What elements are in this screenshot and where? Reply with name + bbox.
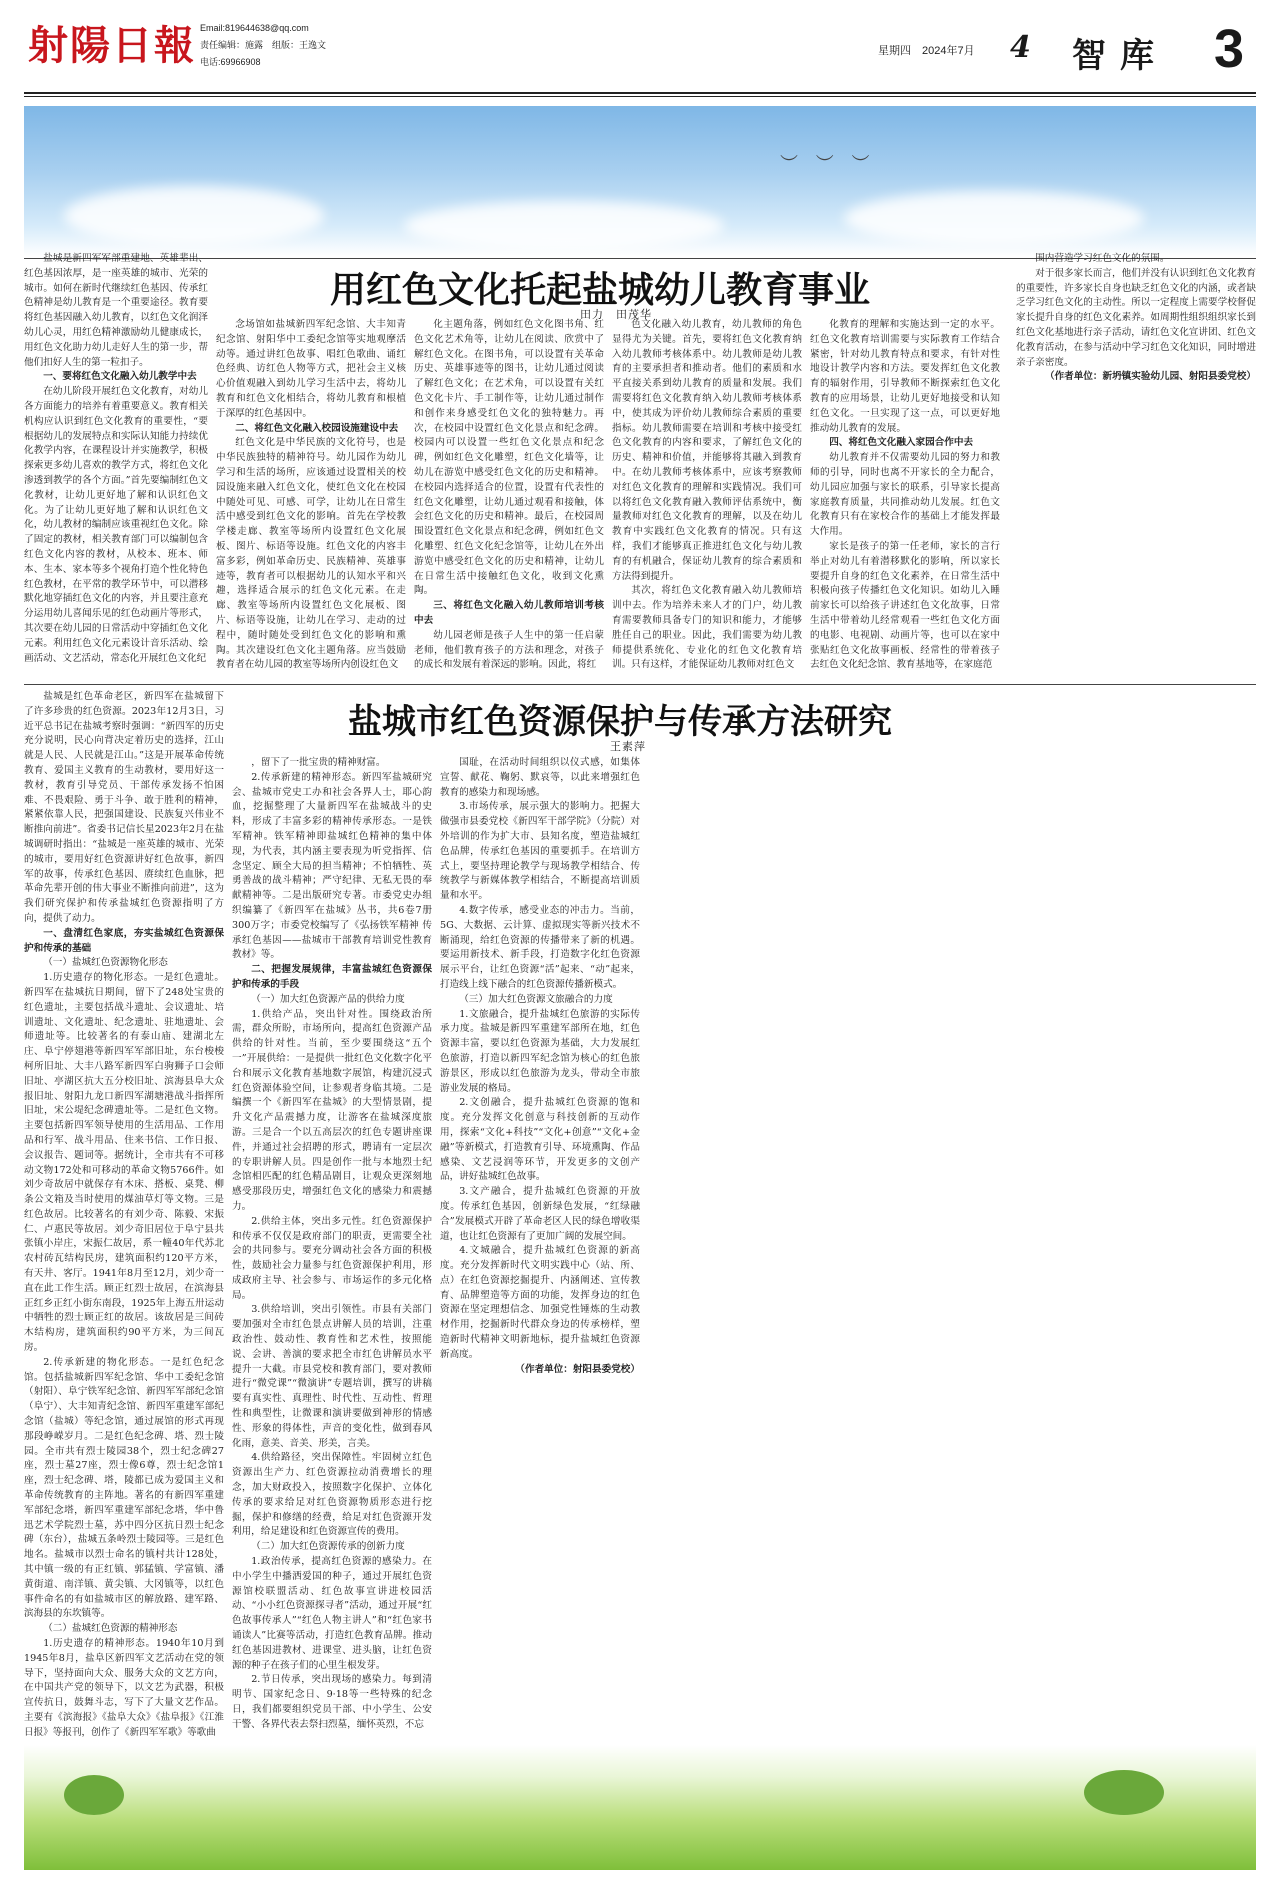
article1-byline: 田力 田茂华: [580, 309, 652, 321]
paragraph: （二）加大红色资源传承的创新力度: [251, 1541, 405, 1553]
article1-column: [810, 318, 1000, 680]
article1-column: [24, 252, 208, 680]
paragraph: 4.文城融合，提升盐城红色资源的新高度。充分发挥新时代文明实践中心（站、所、点）在红色资源挖掘提升、内涵阐述、宣传教育、品牌塑造等方面的功能，发挥身边的红色资源在坚定理想信念、加强党性锤炼的生动教材作用，挖掘新时代群众身边的传承榜样，塑造新时代精神文明新地标，提升盐城红色资源新高度。: [440, 1245, 640, 1360]
paragraph: 1.历史遗存的物化形态。一是红色遗址。新四军在盐城抗日期间，留下了248处宝贵的红色遗址，主要包括战斗遗址、会议遗址、培训遗址、文化遗址、纪念遗址、驻地遗址、会师遗址等。比较著名的有泰山庙、建湖北左庄、阜宁停翅港等新四军军部旧址，东台梭梭柯所旧址、大丰八路军新四军白驹狮子口会师旧址、亭湖区抗大五分校旧址、滨海县阜大众报旧址、射阳九龙口新四军湖塘港战斗指挥所旧址，宋公堤纪念碑遗址等。二是红色文物。主要包括新四军领导使用的生活用品、工作用品和行军、战斗用品、住来书信、工作日报、会议报告、题词等。据统计，全市共有不可移动文物172处和可移动的革命文物5766件。如刘少奇故居中就保存有木床、搭板、桌凳、柳条公文箱及当时使用的煤油草灯等文物。三是红色故居。比较著名的有刘少奇、陈毅、宋振仁、卢惠民等故居。刘少奇旧居位于阜宁县共张镇小岸庄，宋振仁故居，系一幢40年代苏北农村砖瓦结构民房，建筑面积约120平方米，有天井、客厅。1941年8月至12月，刘少奇一直在此工作生活。顾正红烈士故居，在滨海县正红乡正红小街东南段，1925年上海五卅运动中牺牲的烈士顾正红的故居。该故居是三间砖木结构房，建筑面积约90平方米，为三间瓦房。: [24, 972, 224, 1354]
article2-column: [24, 690, 224, 1742]
paragraph: 国耻，在活动时间组织以仪式感，如集体宣誓、献花、鞠躬、默哀等，以此来增强红色教育的感染力和现场感。: [440, 757, 640, 798]
paragraph: 3.市场传承，展示强大的影响力。把握大做强市县委党校《新四军干部学院》（分院）对外培训的作为扩大市、县知名度，塑造盐城红色品牌，传承红色基因的重要抓手。在培训方式上，要坚持理论教学与现场教学相结合、传统教学与新媒体教学相结合，不断提高培训质量和水平。: [440, 801, 640, 902]
paragraph: 盐城是新四军军部重建地、英雄辈出、红色基因浓厚，是一座英雄的城市、光荣的城市。如何在新时代继续红色基因、传承红色精神是幼儿教育是一个重要途径。教育要将红色基因融入幼儿教育，以红色文化润泽幼儿心灵，用红色精神激励幼儿健康成长，用红色文化助力幼儿走好人生的第一步，帮他们扣好人生的第一粒扣子。: [24, 253, 208, 368]
paragraph: 色文化融入幼儿教育，幼儿教师的角色显得尤为关键。首先，要将红色文化教育纳入幼儿教师考核体系中。幼儿教师是幼儿教育的主要承担者和推动者。他们的素质和水平直接关系到幼儿教育的质量和发展。我们需要将红色文化教育纳入幼儿教师考核体系中，使其成为评价幼儿教师综合素质的重要指标。幼儿教师需要在培训和考核中接受红色文化教育的内容和要求，了解红色文化的历史、精神和价值，并能够将其融入到教育中。在幼儿教师考核体系中，应该考察教师对红色文化教育的理解和实践情况。我们可以将红色文化教育融入教师评估系统中，衡量教师对红色文化教育的理解，以及在幼儿教育中实践红色文化教育的情况。只有这样，我们才能够真正推进红色文化与幼儿教育的有机融合，保证幼儿教育的综合素质和方法得到提升。: [612, 319, 802, 582]
article2-column: [648, 756, 848, 1742]
section-heading: 四、将红色文化融入家园合作中去: [829, 437, 974, 449]
article2-column: [1064, 690, 1256, 1742]
article2-column: [232, 756, 432, 1742]
paragraph: （三）加大红色资源文旅融合的力度: [459, 993, 613, 1005]
masthead: [0, 0, 1280, 96]
paragraph: 3.供给培训，突出引领性。市县有关部门要加强对全市红色景点讲解人员的培训，注重政治性、鼓动性、教育性和艺术性，按照能说、会讲、善演的要求把全市红色讲解员水平提升一大截。市县党校和教育部门，要对教师进行“微党课”“微演讲”专题培训，撰写的讲稿要有真实性、真理性、时代性、互动性、哲理性和典型性，让微课和演讲要做到神形的情感性、形象的得体性，声音的变化性，做到春风化雨，意美、音美、形美，言美。: [232, 1304, 432, 1449]
paragraph: 对于很多家长而言，他们并没有认识到红色文化教育的重要性，许多家长自身也缺乏红色文化的内涵，或者缺乏学习红色文化的主动性。所以一定程度上需要学校督促家长提升自身的红色文化素养。如周期性组织组织家长到红色文化基地进行亲子活动，请红色文化宣讲团、红色文化教育活动，在参与活动中学习红色文化知识，同时增进亲子亲密度。: [1016, 267, 1256, 368]
section-heading: 二、把握发展规律，丰富盐城红色资源保护和传承的手段: [232, 964, 432, 990]
page-number: 3: [1214, 19, 1245, 79]
paragraph: 4.供给路径，突出保障性。牢固树立红色资源出生产力、红色资源拉动消费增长的理念，加大财政投入，按照数字化保护、立体化传承的要求给足对红色资源物质形态进行挖掘，保护和修缮的经费，给足对红色资源开发利用，给足建设和红色资源宣传的费用。: [232, 1452, 432, 1538]
paragraph: 在幼儿阶段开展红色文化教育，对幼儿各方面能力的培养有着重要意义。教育相关机构应认识到红色文化教育的重要性，“要根据幼儿的发展特点和实际认知能力持续优化教学内容，在课程设计并实施教学，积极探索更多幼儿喜欢的教学方式，将红色文化渗透到教学的各个方面。”首先要编制红色文化教材，让幼儿更好地了解和认识红色文化。为了让幼儿更好地了解和认识红色文化，幼儿教材的编制应该重视红色文化。除了固定的教材，相关教育部门可以编制包含红色文化内容的教材，从校本、班本、师本、生本、家本等多个视角打造个性化特色红色教材，在平常的教学环节中，可以潜移默化地穿插红色文化的内容，并且要注意充分运用幼儿喜闻乐见的红色动画片等形式，其次要在幼儿园的日常活动中穿插红色文化元素。利用红色文化元素设计音乐活动、绘画活动、文艺活动，常态化开展红色文化纪: [24, 386, 208, 664]
paragraph: 1.历史遗存的精神形态。1940年10月到1945年8月，盐阜区新四军文艺活动在党的领导下，坚持面向大众、服务大众的文艺方向，在中国共产党的领导下，以文艺为武器，积极宣传抗日，鼓舞斗志，写下了大量文艺作品。主要有《滨海报》《盐阜大众》《盐阜报》《江淮日报》等报刊，创作了《新四军军歌》等歌曲: [24, 1638, 224, 1738]
article1-column: [216, 318, 406, 680]
section-heading: 一、盘清红色家底，夯实盐城红色资源保护和传承的基础: [24, 927, 224, 954]
sky-banner-image: [24, 106, 1256, 256]
article1-column: [612, 318, 802, 680]
article2-column: [440, 756, 640, 1742]
paragraph: （一）加大红色资源产品的供给力度: [251, 993, 405, 1005]
paragraph: 2.传承新建的精神形态。新四军盐城研究会、盐城市党史工办和社会各界人士，耶心韵血，挖掘整理了大量新四军在盐城战斗的史料，形成了丰富多彩的精神传承形态。一是铁军精神。铁军精神即盐城红色精神的集中体现，为代表，其内涵主要表现为听党指挥、信念坚定、顾全大局的担当精神；不怕牺牲、英勇善战的战斗精神；严守纪律、无私无畏的奉献精神等。二是出版研究专著。市委党史办组织编纂了《新四军在盐城》丛书，共6卷7册300万字；市委党校编写了《弘扬铁军精神 传承红色基因——盐城市干部教育培训党性教育教材》等。: [232, 771, 432, 961]
masthead-editors: 责任编辑：施露 组版：王逸文: [200, 40, 327, 50]
paragraph: 4.数字传承，感受业态的冲击力。当前，5G、大数据、云计算、虚拟现实等新兴技术不断涌现，给红色资源的传播带来了新的机遇。要运用新技术、新手段，打造数字化红色资源展示平台，让红色资源“活”起来、“动”起来，打造线上线下融合的红色资源传播新模式。: [440, 904, 640, 990]
masthead-day: 4: [1010, 30, 1031, 65]
paragraph: （二）盐城红色资源的精神形态: [43, 1623, 178, 1635]
article2-column: [856, 756, 1056, 1742]
section-heading: 二、将红色文化融入校园设施建设中去: [235, 422, 399, 434]
masthead-email: Email:819644638@qq.com: [200, 23, 309, 33]
masthead-rule-thin: [24, 96, 1256, 97]
paragraph: 念场馆如盐城新四军纪念馆、大丰知青纪念馆、射阳华中工委纪念馆等实地观摩活动等。通过讲红色故事、唱红色歌曲、诵红色经典、访红色人物等方式，把社会主义核心价值观融入到幼儿学习生活中去，将幼儿教育和红色文化相结合，将幼儿教育和根植于深厚的红色基因中。: [216, 319, 406, 419]
paragraph: 1.文旅融合，提升盐城红色旅游的实际传承力度。盐城是新四军重建军部所在地，红色资源丰富，要以红色资源为基础，大力发展红色旅游，打造以新四军纪念馆为核心的红色旅游景区，形成以红色旅游为龙头，带动全市旅游业发展的格局。: [440, 1008, 640, 1094]
paragraph: 其次，将红色文化教育融入幼儿教师培训中去。作为培养未来人才的门户，幼儿教育需要教师具备专门的知识和能力，才能够胜任自己的职业。因此，我们需要为幼儿教师提供系统化、专业化的红色文化教育培训。只有这样，才能保证幼儿教师对红色文: [612, 585, 802, 671]
masthead-date: 星期四 2024年7月: [878, 45, 975, 57]
birds-icon: ︶ ︶ ︶: [780, 154, 876, 175]
paragraph: 2.供给主体，突出多元性。红色资源保护和传承不仅仅是政府部门的职责，更需要全社会的共同参与。要充分调动社会各方面的积极性，鼓励社会力量参与红色资源保护利用，形成政府主导、社会参与、市场运作的多元化格局。: [232, 1215, 432, 1301]
paragraph: ，留下了一批宝贵的精神财富。: [251, 757, 386, 768]
paragraph: 1.供给产品，突出针对性。围绕政治所需，群众所盼，市场所向，提高红色资源产品供给的针对性。当前，至少要围绕这“五个一”开展供给：一是提供一批红色文化数字化平台和展示文化教育基地数字展馆，构建沉浸式红色资源体验空间，让参观者身临其境。二是编撰一个《新四军在盐城》的大型情景剧，提升文化产品震撼力度，让游客在盐城深度旅游。三是合一个以五高层次的红色专题讲座课件，并通过社会招聘的形式，聘请有一定层次的专职讲解人员。四是创作一批与本地烈士纪念馆相匹配的红色精品剧目，让观众更深刻地感受那段历史，增强红色文化的感染力和震撼力。: [232, 1008, 432, 1212]
masthead-info: [200, 20, 326, 71]
article2-headline: 盐城市红色资源保护与传承方法研究: [348, 702, 892, 742]
masthead-rule: [24, 92, 1256, 94]
paragraph: 围内营造学习红色文化的氛围。: [1035, 253, 1170, 264]
author-credit: （作者单位：射阳县委党校）: [515, 1363, 640, 1375]
grass-banner-image: [24, 1745, 1256, 1870]
paragraph: 幼儿园老师是孩子人生中的第一任启蒙老师，他们教育孩子的方法和理念，对孩子的成长和发展有着深远的影响。因此，将红: [414, 629, 604, 671]
paragraph: 2.节日传承，突出现场的感染力。每到清明节、国家纪念日、9·18等一些特殊的纪念日，我们都要组织党员干部、中小学生、公安干警、各界代表去祭扫烈墓，缅怀英烈，不忘: [232, 1674, 432, 1730]
article1-column: [1016, 252, 1256, 680]
paragraph: 化主题角落，例如红色文化图书角、红色文化艺术角等，让幼儿在阅读、欣赏中了解红色文化。在图书角，可以设置有关革命历史、英雄事迹等的图书，让幼儿通过阅读了解红色文化；在艺术角，可以设置有关红色文化卡片、手工制作等，让幼儿通过制作和创作来身感受红色文化的独特魅力。再次，在校园中设置红色文化景点和纪念碑。校园内可以设置一些红色文化景点和纪念碑，例如红色文化雕塑，红色文化墙等，让幼儿在游览中感受红色文化的历史和精神。在校园内选择适合的位置，设置有代表性的红色文化雕塑，让幼儿通过观看和接触，体会红色文化的历史和精神。最后，在校园周围设置红色文化景点和纪念碑，例如红色文化雕塑、红色文化纪念馆等，让幼儿在外出游览中感受红色文化的历史和精神，让幼儿在日常生活中接触红色文化，收到文化熏陶。: [414, 319, 604, 597]
author-credit: （作者单位：新坍镇实验幼儿园、射阳县委党校）: [1044, 371, 1256, 383]
paragraph: 2.传承新建的物化形态。一是红色纪念馆。包括盐城新四军纪念馆、华中工委纪念馆（射阳）、阜宁铁军纪念馆、新四军军部纪念馆（阜宁）、大丰知青纪念馆、新四军重建军部纪念馆（盐城）等纪念馆，通过展馆的形式再现那段峥嵘岁月。二是红色纪念碑、塔、烈士陵园。全市共有烈士陵园38个，烈士纪念碑27座，烈士墓27座，烈士像6尊，烈士纪念馆1座，烈士纪念碑、塔，陵都已成为爱国主义和革命传统教育的主阵地。著名的有新四军重建军部纪念塔，新四军重建军部纪念塔，华中鲁迅艺术学院烈士墓，苏中四分区抗日烈士纪念碑（东台），盐城五条岭烈士陵园等。三是红色地名。盐城市以烈士命名的镇村共计128处，其中镇一级的有正红镇、郭猛镇、学富镇、潘黄街道、南洋镇、黄尖镇、大冈镇等，以红色事件命名的有如盐城市区的解放路、建军路、滨海县的东坎镇等。: [24, 1356, 224, 1620]
masthead-phone: 电话:69966908: [200, 57, 261, 67]
paragraph: 化教育的理解和实施达到一定的水平。红色文化教育培训需要与实际教育工作结合紧密，针对幼儿教育特点和要求，有针对性地设计教学内容和方法。要发挥红色文化教育的辐射作用，引导教师不断探索红色文化教育的应用场景，让幼儿更好地接受和认知红色文化。一旦实现了这一点，可以更好地推动幼儿教育的发展。: [810, 319, 1000, 434]
article-separator: [24, 684, 1256, 685]
section-heading: 一、要将红色文化融入幼儿教学中去: [43, 371, 197, 383]
paragraph: 红色文化是中华民族的文化符号，也是中华民族独特的精神符号。幼儿园作为幼儿学习和生活的场所，应该通过设置相关的校园设施来融入红色文化，使红色文化在校园中随处可见、可感、可学，让幼儿在日常生活中感受到红色文化的影响。首先在学校教学楼走廊、教室等场所内设置红色文化展板、图片、标语等设施。红色文化的内容丰富多彩，例如革命历史、民族精神、英雄事迹等，教育者可以根据幼儿的认知水平和兴趣，选择适合展示的红色文化元素。在走廊、教室等场所内设置红色文化展板、图片、标语等设施，让幼儿在学习、走动的过程中，随时随处受到红色文化的影响和熏陶。其次建设红色文化主题角落。应当鼓励教育者在幼儿园的教室等场所内创设红色文: [216, 437, 406, 671]
article1-headline: 用红色文化托起盐城幼儿教育事业: [330, 270, 871, 311]
paragraph: 3.文产融合，提升盐城红色资源的开放度。传承红色基因，创新绿色发展，“红绿融合”发展模式开辟了革命老区人民的绿色增收渠道，也让红色资源有了更加广阔的发展空间。: [440, 1186, 640, 1242]
paragraph: 盐城是红色革命老区，新四军在盐城留下了许多珍贵的红色资源。2023年12月3日，习近平总书记在盐城考察时强调：“新四军的历史充分说明，民心向背决定着历史的选择，江山就是人民、人民就是江山。”这是开展革命传统教育、爱国主义教育的生动教材，要用好这一教材，教育引导党员、干部传承发扬不怕困难、不畏艰险、勇于斗争、敢于胜利的精神，紧紧依靠人民，把强国建设、民族复兴伟业不断推向前进”。省委书记信长星2023年2月在盐城调研时指出：“盐城是一座英雄的城市、光荣的城市，要用好红色资源讲好红色故事，新四军的故事，传承红色基因、赓续红色血脉，把革命先辈开创的伟大事业不断推向前进”，这为我们研究保护和传承盐城红色资源指明了方向，提供了动力。: [24, 691, 224, 924]
paragraph: （一）盐城红色资源物化形态: [43, 957, 168, 969]
paragraph: 2.文创融合，提升盐城红色资源的饱和度。充分发挥文化创意与科技创新的互动作用，探索“文化+科技”“文化+创意”“文化+金融”等新模式，打造教育引导、环境熏陶、作品感染、文艺浸润等环节，开发更多的文创产品，讲好盐城红色故事。: [440, 1097, 640, 1183]
article1-column: [414, 318, 604, 680]
section-title: 智库: [1072, 36, 1168, 76]
newspaper-logo: 射陽日報: [28, 22, 196, 69]
paragraph: 幼儿教育并不仅需要幼儿园的努力和教师的引导，同时也离不开家长的全力配合，幼儿园应加强与家长的联系，引导家长提高家庭教育质量，共同推动幼儿发展。红色文化教育只有在家校合作的基础上才能发挥最大作用。: [810, 452, 1000, 538]
paragraph: 家长是孩子的第一任老师，家长的言行举止对幼儿有着潜移默化的影响，所以家长要提升自身的红色文化素养，在日常生活中积极向孩子传播红色文化知识。如幼儿入睡前家长可以给孩子讲述红色文化故事，日常生活中带着幼儿经常观看一些红色文化方面的电影、电视剧、动画片等，也可以在家中张贴红色文化故事画板、经常性的带着孩子去红色文化纪念馆、教育基地等，在家庭范: [810, 540, 1000, 671]
paragraph: 1.政治传承，提高红色资源的感染力。在中小学生中播洒爱国的种子，通过开展红色资源馆校联盟活动、红色故事宣讲进校园活动、“小小红色资源探寻者”活动，通过开展“红色故事传承人”“红色人物主讲人”和“红色家书诵读人”比赛等活动，打造红色教育品牌。推动红色基因进教材、进课堂、进头脑，让红色资源的种子在孩子们的心里生根发芽。: [232, 1556, 432, 1671]
article2-byline: 王素萍: [610, 741, 646, 753]
section-heading: 三、将红色文化融入幼儿教师培训考核中去: [414, 600, 604, 626]
